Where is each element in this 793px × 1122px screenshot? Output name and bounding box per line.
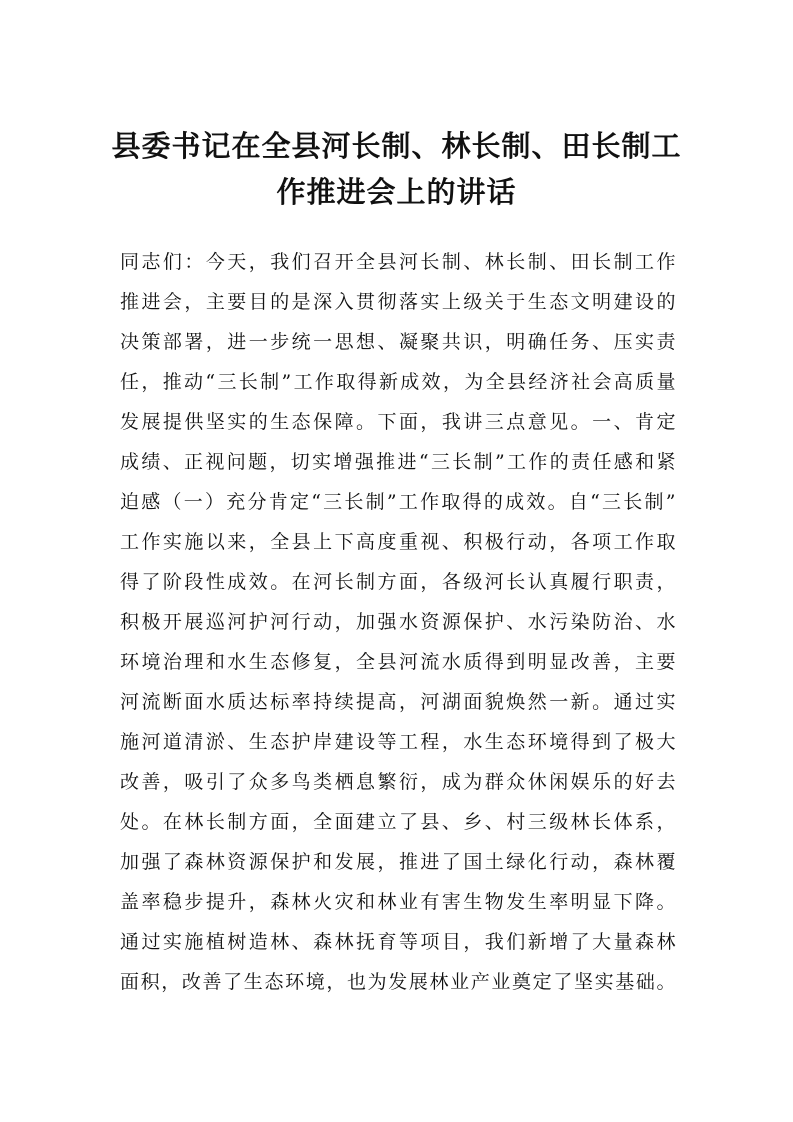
- body-line: 成绩、正视问题，切实增强推进“三长制”工作的责任感和紧: [120, 451, 676, 473]
- body-line: 决策部署，进一步统一思想、凝聚共识，明确任务、压实责: [120, 331, 676, 353]
- body-line: 积极开展巡河护河行动，加强水资源保护、水污染防治、水: [120, 611, 676, 633]
- body-line: 同志们：今天，我们召开全县河长制、林长制、田长制工作: [120, 251, 676, 273]
- speech-body: [120, 242, 676, 1002]
- body-line: 河流断面水质达标率持续提高，河湖面貌焕然一新。通过实: [120, 691, 676, 713]
- body-line: 加强了森林资源保护和发展，推进了国土绿化行动，森林覆: [120, 851, 676, 873]
- body-line: 盖率稳步提升，森林火灾和林业有害生物发生率明显下降。: [120, 891, 676, 913]
- body-line: 推进会，主要目的是深入贯彻落实上级关于生态文明建设的: [120, 291, 676, 313]
- body-line: 环境治理和水生态修复，全县河流水质得到明显改善，主要: [120, 651, 676, 673]
- body-line: 任，推动“三长制”工作取得新成效，为全县经济社会高质量: [120, 371, 676, 393]
- body-line: 迫感（一）充分肯定“三长制”工作取得的成效。自“三长制”: [120, 491, 676, 513]
- body-line: 得了阶段性成效。在河长制方面，各级河长认真履行职责，: [120, 571, 676, 593]
- document-title: [110, 123, 683, 215]
- title-line-1: 县委书记在全县河长制、林长制、田长制工: [111, 129, 682, 163]
- body-line: 施河道清淤、生态护岸建设等工程，水生态环境得到了极大: [120, 731, 676, 753]
- title-line-2: 作推进会上的讲话: [276, 175, 517, 209]
- body-line: 面积，改善了生态环境，也为发展林业产业奠定了坚实基础。: [120, 971, 676, 993]
- body-line: 工作实施以来，全县上下高度重视、积极行动，各项工作取: [120, 531, 676, 553]
- body-line: 发展提供坚实的生态保障。下面，我讲三点意见。一、肯定: [120, 411, 676, 433]
- body-line: 改善，吸引了众多鸟类栖息繁衍，成为群众休闲娱乐的好去: [120, 771, 676, 793]
- body-line: 通过实施植树造林、森林抚育等项目，我们新增了大量森林: [120, 931, 676, 953]
- body-line: 处。在林长制方面，全面建立了县、乡、村三级林长体系，: [120, 811, 676, 833]
